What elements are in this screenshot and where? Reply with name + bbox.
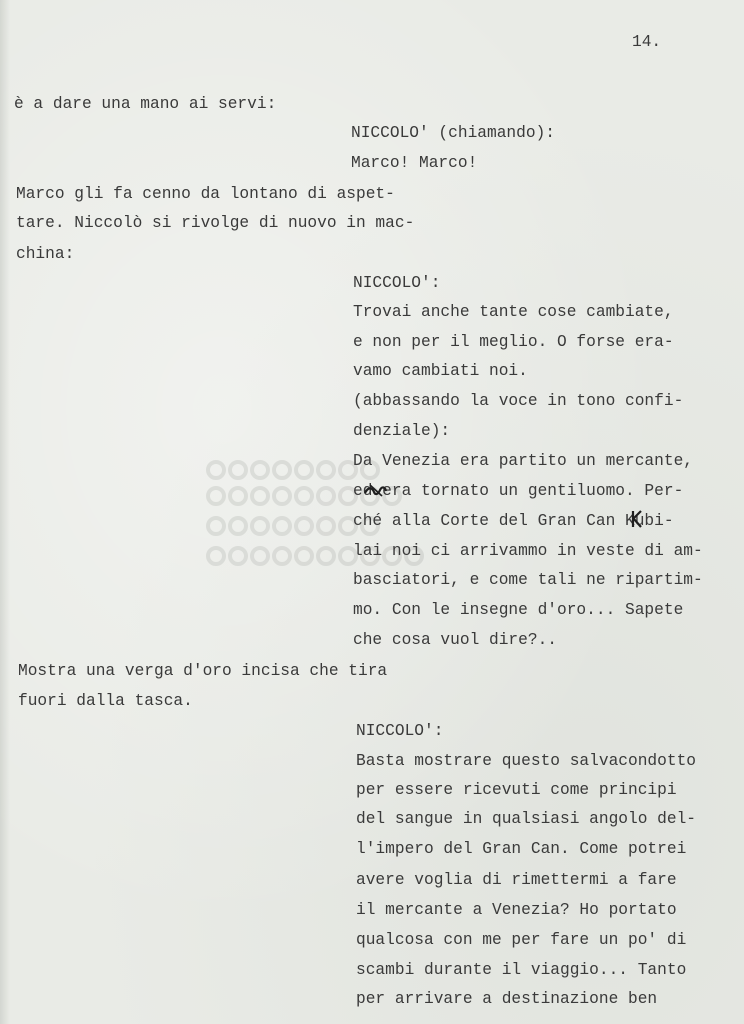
dialogue-line: avere voglia di rimettermi a fare bbox=[356, 871, 677, 889]
parenthetical-line: denziale): bbox=[353, 422, 451, 440]
character-cue: NICCOLO': bbox=[353, 274, 441, 292]
dialogue-line: mo. Con le insegne d'oro... Sapete bbox=[353, 601, 684, 619]
dialogue-line: vamo cambiati noi. bbox=[353, 362, 528, 380]
dialogue-line: per essere ricevuti come principi bbox=[356, 781, 677, 799]
action-line: china: bbox=[16, 245, 75, 263]
dialogue-line: il mercante a Venezia? Ho portato bbox=[356, 901, 677, 919]
handwritten-correction-mark bbox=[362, 479, 388, 501]
character-cue: NICCOLO': bbox=[356, 722, 444, 740]
action-line: tare. Niccolò si rivolge di nuovo in mac- bbox=[16, 214, 415, 232]
action-line: Marco gli fa cenno da lontano di aspet- bbox=[16, 185, 395, 203]
parenthetical-line: (abbassando la voce in tono confi- bbox=[353, 392, 684, 410]
dialogue-line: lai noi ci arrivammo in veste di am- bbox=[353, 542, 703, 560]
dialogue-line: Basta mostrare questo salvacondotto bbox=[356, 752, 696, 770]
dialogue-line: qualcosa con me per fare un po' di bbox=[356, 931, 687, 949]
dialogue-line: per arrivare a destinazione ben bbox=[356, 990, 658, 1008]
dialogue-line: ed era tornato un gentiluomo. Per- bbox=[353, 482, 684, 500]
character-cue: NICCOLO' (chiamando): bbox=[351, 124, 555, 142]
handwritten-k-correction bbox=[629, 509, 643, 529]
action-line: fuori dalla tasca. bbox=[18, 692, 193, 710]
dialogue-line: scambi durante il viaggio... Tanto bbox=[356, 961, 687, 979]
dialogue-line: ché alla Corte del Gran Can Kubi- bbox=[353, 512, 674, 530]
dialogue-line: e non per il meglio. O forse era- bbox=[353, 333, 674, 351]
dialogue-line: del sangue in qualsiasi angolo del- bbox=[356, 810, 696, 828]
page-number: 14. bbox=[632, 33, 662, 51]
dialogue-line: Trovai anche tante cose cambiate, bbox=[353, 303, 674, 321]
dialogue-line: che cosa vuol dire?.. bbox=[353, 631, 557, 649]
action-line: è a dare una mano ai servi: bbox=[14, 95, 277, 113]
dialogue-line: l'impero del Gran Can. Come potrei bbox=[356, 840, 687, 858]
page-edge-shadow bbox=[0, 0, 10, 1024]
dialogue-line: basciatori, e come tali ne ripartim- bbox=[353, 571, 703, 589]
dialogue-line: Da Venezia era partito un mercante, bbox=[353, 452, 693, 470]
action-line: Mostra una verga d'oro incisa che tira bbox=[18, 662, 388, 680]
dialogue-line: Marco! Marco! bbox=[351, 154, 478, 172]
